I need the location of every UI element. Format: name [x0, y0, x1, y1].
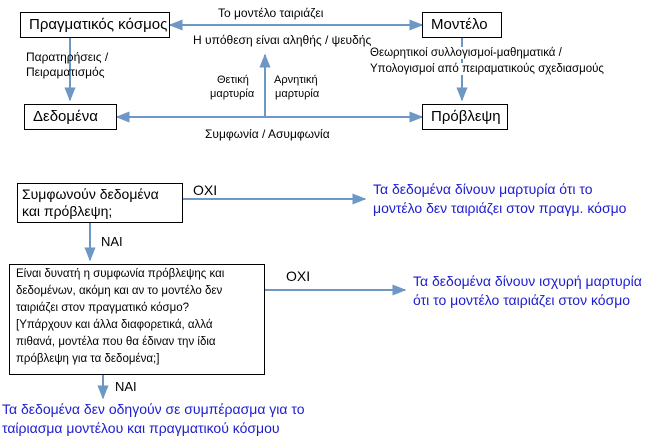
- question-2-box: [9, 264, 265, 375]
- real-world-box: [20, 12, 170, 38]
- observations-label-1: Παρατηρήσεις /: [26, 50, 109, 64]
- theoretical-label-1: Θεωρητικοί συλλογισμοί-μαθηματικά /: [370, 47, 562, 59]
- theoretical-label-2: Υπολογισμοί από πειραματικούς σχεδιασμούς: [370, 63, 604, 75]
- no-label-1: ΟΧΙ: [193, 182, 218, 198]
- question-2-line-2: δεδομένων, ακόμη και αν το μοντέλο δεν: [16, 285, 223, 297]
- result-3-line-1: Τα δεδομένα δεν οδηγούν σε συμπέρασμα για το: [2, 401, 305, 417]
- question-2-line-3: ταιριάζει στον πραγματικό κόσμο?: [16, 302, 190, 314]
- question-1-line-1: Συμφωνούν δεδομένα: [22, 186, 159, 202]
- positive-evidence-label-2: μαρτυρία: [210, 88, 255, 100]
- real-world-label: Πραγματικός κόσμος: [29, 16, 168, 33]
- model-label: Μοντέλο: [431, 16, 488, 33]
- data-box: [24, 104, 117, 130]
- data-label: Δεδομένα: [33, 108, 98, 125]
- result-2-line-1: Τα δεδομένα δίνουν ισχυρή μαρτυρία: [413, 273, 642, 289]
- prediction-label: Πρόβλεψη: [431, 108, 501, 125]
- question-2-line-6: πρόβλεψη για τα δεδομένα;]: [16, 353, 160, 365]
- model-fits-label: Το μοντέλο ταιριάζει: [218, 6, 324, 20]
- negative-evidence-label-1: Αρνητική: [274, 74, 318, 86]
- question-2-line-4: [Υπάρχουν και άλλα διαφορετικά, αλλά: [16, 319, 213, 331]
- question-2-line-1: Είναι δυνατή η συμφωνία πρόβλεψης και: [16, 268, 225, 280]
- observations-label-2: Πειραματισμός: [26, 65, 105, 79]
- positive-evidence-label-1: Θετική: [217, 74, 249, 86]
- question-1-line-2: και πρόβλεψη;: [22, 203, 113, 219]
- model-box: [422, 12, 502, 38]
- negative-evidence-label-2: μαρτυρία: [275, 88, 320, 100]
- result-1-line-1: Τα δεδομένα δίνουν μαρτυρία ότι το: [373, 181, 593, 197]
- agreement-label: Συμφωνία / Ασυμφωνία: [205, 127, 330, 141]
- prediction-box: [422, 104, 508, 130]
- no-label-2: ΟΧΙ: [286, 268, 311, 284]
- yes-label-1: ΝΑΙ: [101, 234, 123, 249]
- result-2-line-2: ότι το μοντέλο ταιριάζει στον κόσμο: [413, 292, 631, 308]
- hypothesis-label: Η υπόθεση είναι αληθής / ψευδής: [193, 33, 372, 47]
- result-1-line-2: μοντέλο δεν ταιριάζει στον πραγμ. κόσμο: [373, 200, 627, 216]
- question-1-box: [17, 183, 183, 223]
- yes-label-2: ΝΑΙ: [115, 379, 137, 394]
- result-3-line-2: ταίριασμα μοντέλου και πραγματικού κόσμου: [2, 420, 280, 436]
- question-2-line-5: πιθανά, μοντέλα που θα έδιναν την ίδια: [16, 336, 216, 348]
